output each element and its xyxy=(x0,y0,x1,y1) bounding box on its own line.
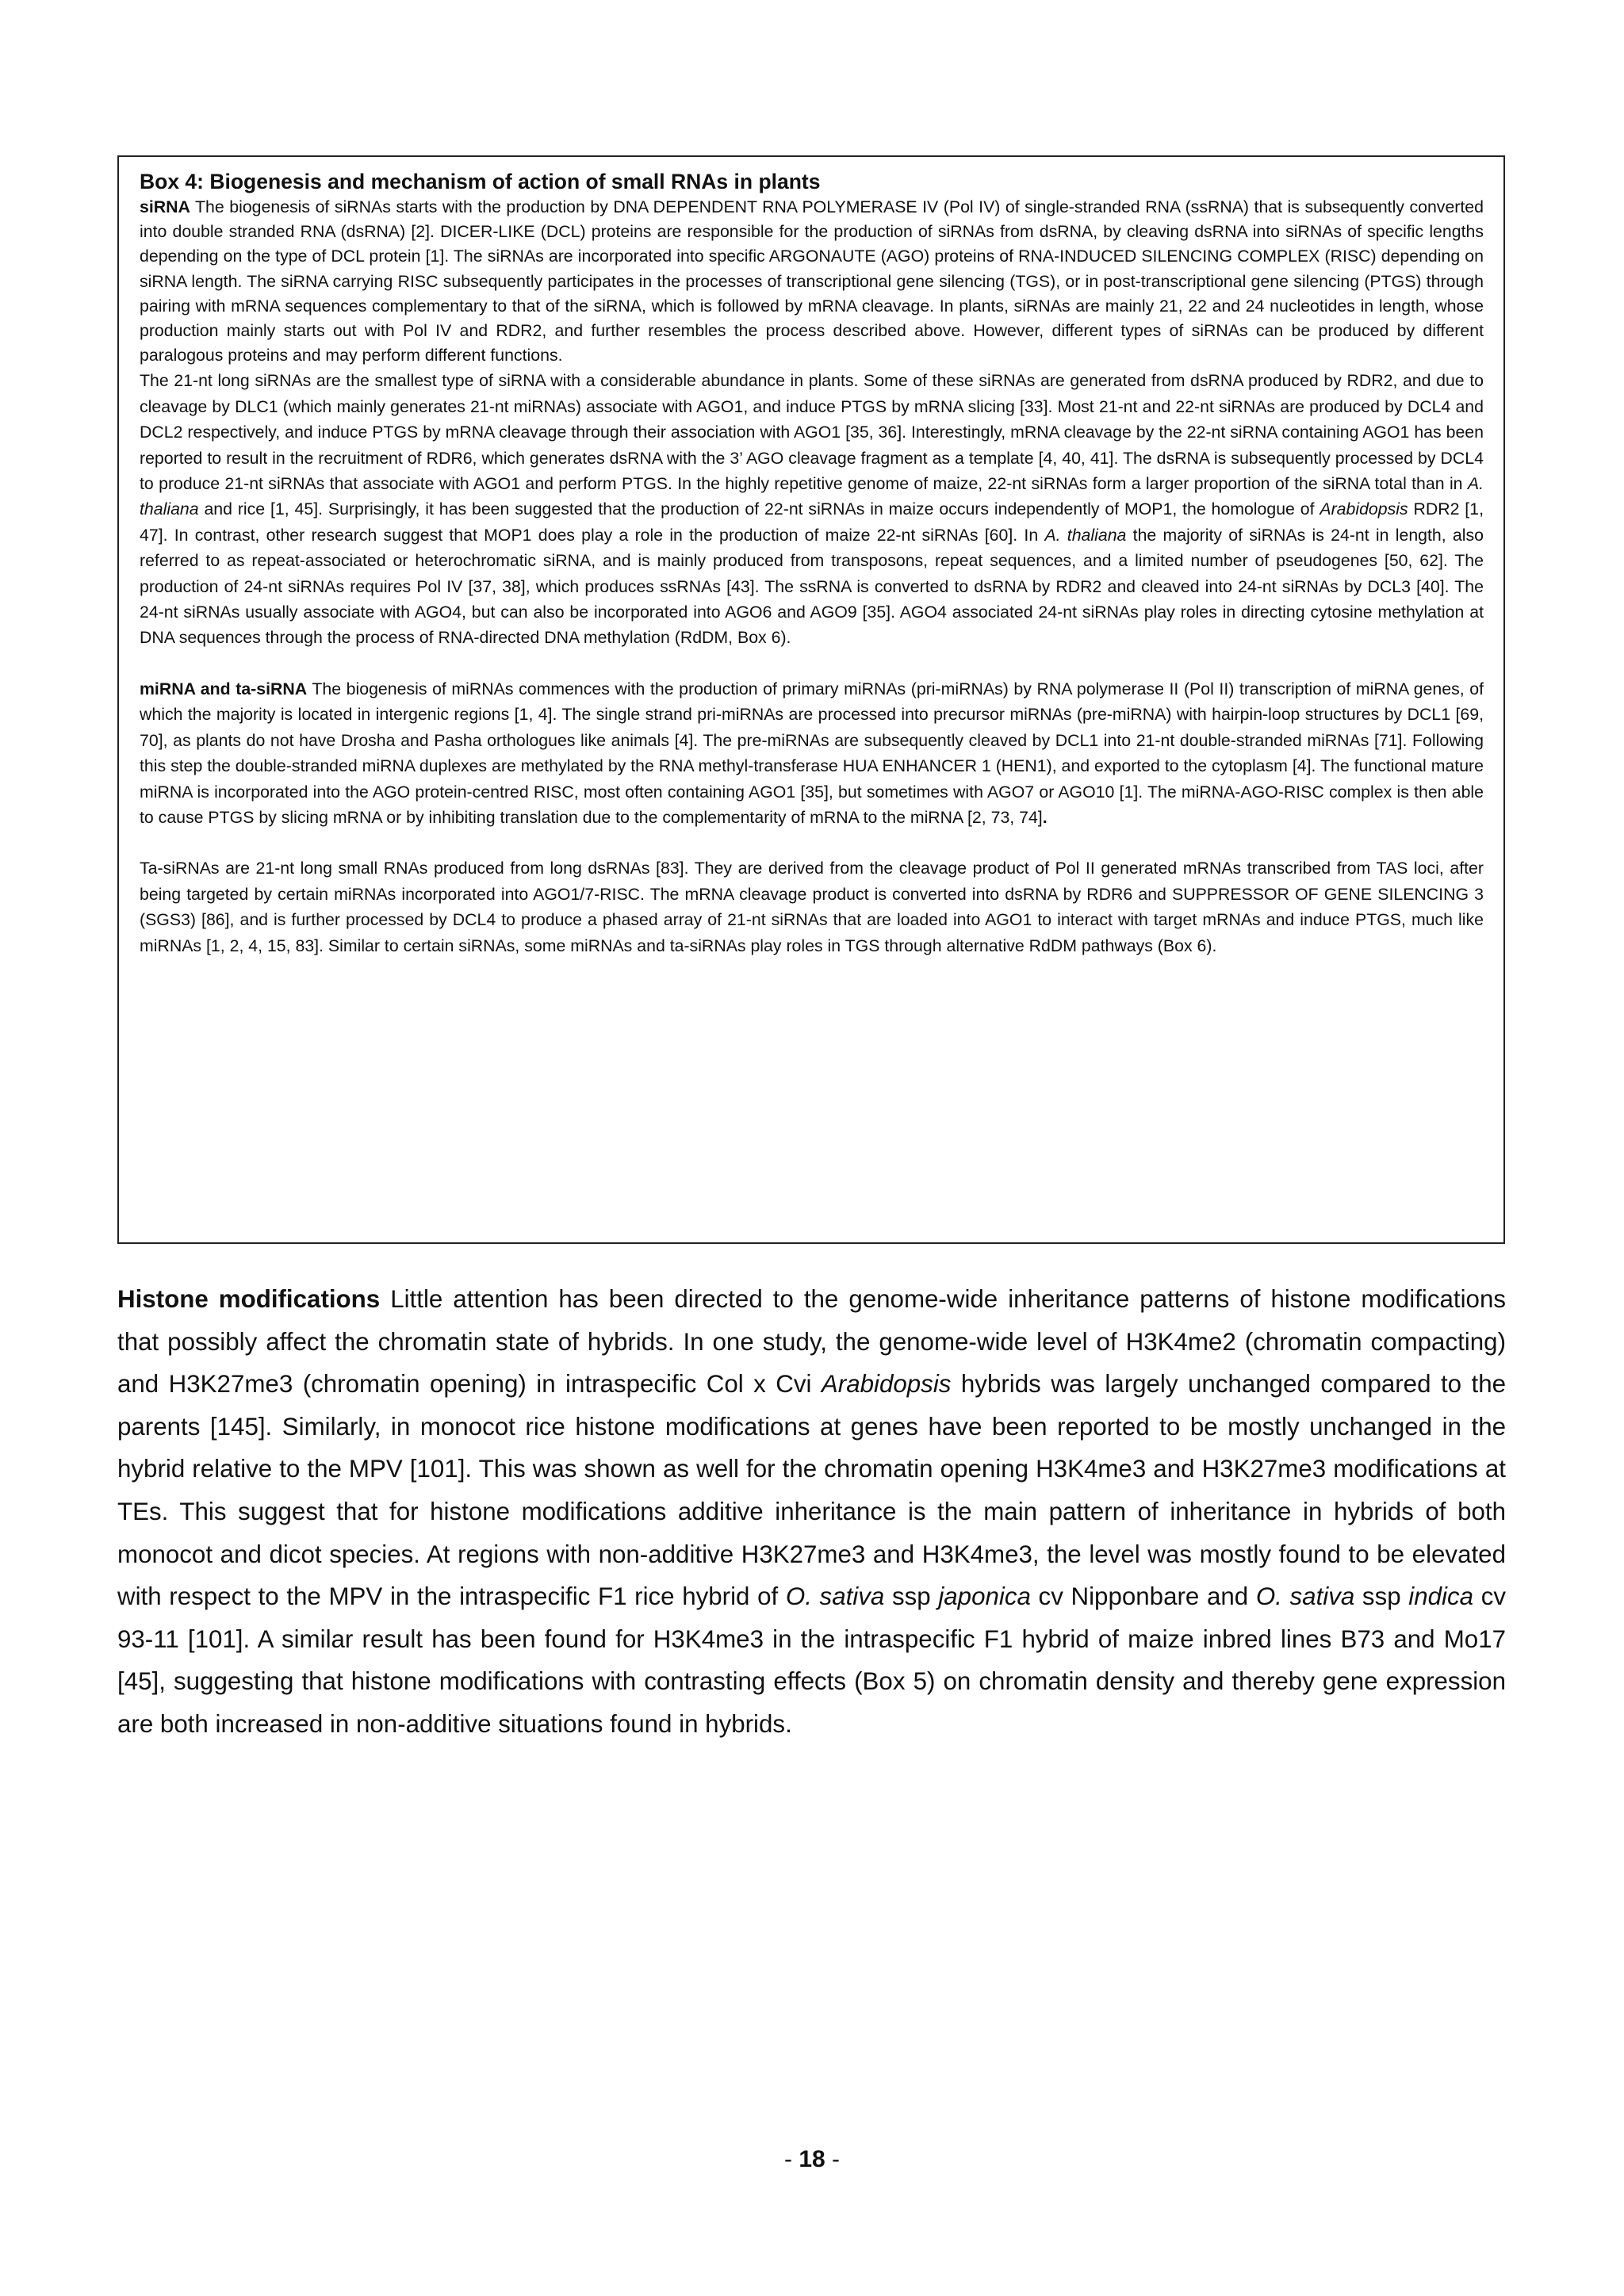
box-title: Box 4: Biogenesis and mechanism of action of small RNAs in plants xyxy=(140,170,821,193)
histone-lead: Histone modifications xyxy=(117,1285,381,1313)
mirna-lead: miRNA and ta-siRNA xyxy=(140,679,308,698)
sirna-paragraph-2: The 21-nt long siRNAs are the smallest type of siRNA with a considerable abundance in plants. Some of these siRNAs are generated from dsRNA produced by RDR2, and due to cleavage by DLC1 (which mainly generates 21-nt miRNAs) associate with AGO1, and induce PTGS by mRNA slicing [33]. Most 21-nt and 22-nt siRNAs are produced by DCL4 and DCL2 respectively, and induce PTGS by mRNA cleavage through their association with AGO1 [35, 36]. Interestingly, mRNA cleavage by the 22-nt siRNA containing AGO1 has been reported to result in the recruitment of RDR6, which generates dsRNA with the 3’ AGO cleavage fragment as a template [4, 40, 41]. The dsRNA is subsequently processed by DCL4 to produce 21-nt siRNAs that associate with AGO1 and perform PTGS. In the highly repetitive genome of maize, 22-nt siRNAs form a larger proportion of the siRNA total than in A. thaliana and rice [1, 45]. Surprisingly, it has been suggested that the production of 22-nt siRNAs in maize occurs independently of MOP1, the homologue of Arabidopsis RDR2 [1, 47]. In contrast, other research suggest that MOP1 does play a role in the production of maize 22-nt siRNAs [60]. In A. thaliana the majority of siRNAs is 24-nt in length, also referred to as repeat-associated or heterochromatic siRNA, and is mainly produced from transposons, repeat sequences, and a limited number of pseudogenes [50, 62]. The production of 24-nt siRNAs requires Pol IV [37, 38], which produces ssRNAs [43]. The ssRNA is converted to dsRNA by RDR2 and cleaved into 24-nt siRNAs by DCL3 [40]. The 24-nt siRNAs usually associate with AGO4, but can also be incorporated into AGO6 and AGO9 [35]. AGO4 associated 24-nt siRNAs play roles in directing cytosine methylation at DNA sequences through the process of RNA-directed DNA methylation (RdDM, Box 6). xyxy=(140,371,1484,648)
histone-modifications-paragraph: Histone modifications Little attention has been directed to the genome-wide inheritance patterns of histone modifications that possibly affect the chromatin state of hybrids. In one study, the genome-wide level of H3K4me2 (chromatin compacting) and H3K27me3 (chromatin opening) in intraspecific Col x Cvi Arabidopsis hybrids was largely unchanged compared to the parents [145]. Similarly, in monocot rice histone modifications at genes have been reported to be mostly unchanged in the hybrid relative to the MPV [101]. This was shown as well for the chromatin opening H3K4me3 and H3K27me3 modifications at TEs. This suggest that for histone modifications additive inheritance is the main pattern of inheritance in hybrids of both monocot and dicot species. At regions with non-additive H3K27me3 and H3K4me3, the level was mostly found to be elevated with respect to the MPV in the intraspecific F1 rice hybrid of O. sativa ssp japonica cv Nipponbare and O. sativa ssp indica cv 93-11 [101]. A similar result has been found for H3K4me3 in the intraspecific F1 hybrid of maize inbred lines B73 and Mo17 [45], suggesting that histone modifications with contrasting effects (Box 5) on chromatin density and thereby gene expression are both increased in non-additive situations found in hybrids. xyxy=(117,1285,1507,1738)
page-number: - 18 - xyxy=(783,2146,841,2172)
sirna-paragraph-1: siRNA The biogenesis of siRNAs starts with the production by DNA DEPENDENT RNA POLYMERASE IV (Pol IV) of single-stranded RNA (ssRNA) that is subsequently converted into double stranded RNA (dsRNA) [2]. DICER-LIKE (DCL) proteins are responsible for the production of siRNAs from dsRNA, by cleaving dsRNA into siRNAs of specific lengths depending on the type of DCL protein [1]. The siRNAs are incorporated into specific ARGONAUTE (AGO) proteins of RNA-INDUCED SILENCING COMPLEX (RISC) depending on siRNA length. The siRNA carrying RISC subsequently participates in the processes of transcriptional gene silencing (TGS), or in post-transcriptional gene silencing (PTGS) through pairing with mRNA sequences complementary to that of the siRNA, which is followed by mRNA cleavage. In plants, siRNAs are mainly 21, 22 and 24 nucleotides in length, whose production mainly starts out with Pol IV and RDR2, and further resembles the process described above. However, different types of siRNAs can be produced by different paralogous proteins and may perform different functions. xyxy=(140,197,1484,365)
sirna-lead: siRNA xyxy=(140,197,190,216)
mirna-paragraph: miRNA and ta-siRNA The biogenesis of miRNAs commences with the production of primary miRNAs (pri-miRNAs) by RNA polymerase II (Pol II) transcription of miRNA genes, of which the majority is located in intergenic regions [1, 4]. The single strand pri-miRNAs are processed into precursor miRNAs (pre-miRNA) with hairpin-loop structures by DCL1 [69, 70], as plants do not have Drosha and Pasha orthologues like animals [4]. The pre-miRNAs are subsequently cleaved by DCL1 into 21-nt double-stranded miRNAs [71]. Following this step the double-stranded miRNA duplexes are methylated by the RNA methyl-transferase HUA ENHANCER 1 (HEN1), and exported to the cytoplasm [4]. The functional mature miRNA is incorporated into the AGO protein-centred RISC, most often containing AGO1 [35], but sometimes with AGO7 or AGO10 [1]. The miRNA-AGO-RISC complex is then able to cause PTGS by slicing mRNA or by inhibiting translation due to the complementarity of mRNA to the miRNA [2, 73, 74]. xyxy=(140,679,1484,827)
tasirna-paragraph: Ta-siRNAs are 21-nt long small RNAs produced from long dsRNAs [83]. They are derived from the cleavage product of Pol II generated mRNAs transcribed from TAS loci, after being targeted by certain miRNAs incorporated into AGO1/7-RISC. The mRNA cleavage product is converted into dsRNA by RDR6 and SUPPRESSOR OF GENE SILENCING 3 (SGS3) [86], and is further processed by DCL4 to produce a phased array of 21-nt siRNAs that are loaded into AGO1 to interact with target mRNAs and induce PTGS, much like miRNAs [1, 2, 4, 15, 83]. Similar to certain siRNAs, some miRNAs and ta-siRNAs play roles in TGS through alternative RdDM pathways (Box 6). xyxy=(140,859,1484,955)
box-4 xyxy=(117,155,1505,1244)
